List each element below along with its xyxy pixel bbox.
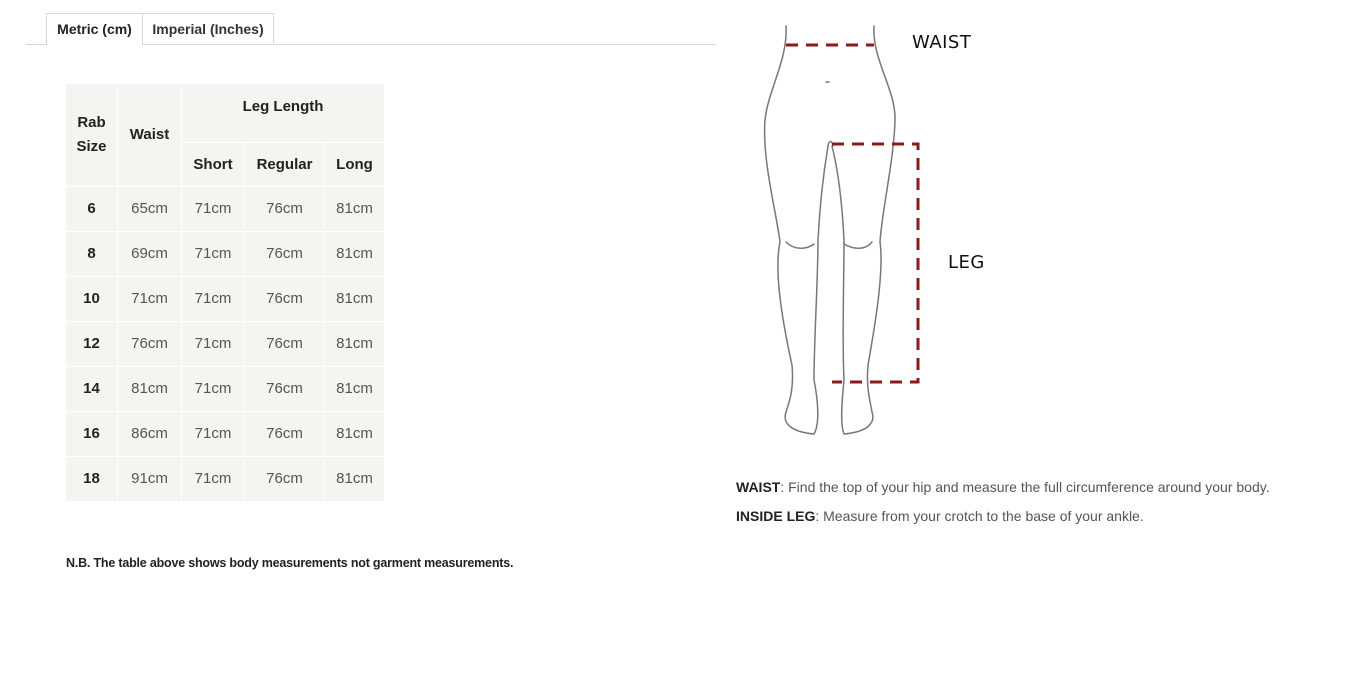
- cell-short: 71cm: [182, 366, 245, 411]
- cell-short: 71cm: [182, 231, 245, 276]
- tab-metric[interactable]: Metric (cm): [46, 13, 143, 45]
- waist-instruction-text: : Find the top of your hip and measure the full circumference around your body.: [780, 479, 1270, 495]
- cell-size: 16: [66, 411, 118, 456]
- cell-regular: 76cm: [245, 276, 325, 321]
- header-rab-size-line1: Rab: [77, 113, 106, 131]
- table-row: [66, 411, 385, 456]
- cell-size: 8: [66, 231, 118, 276]
- cell-long: 81cm: [325, 276, 385, 321]
- cell-long: 81cm: [325, 231, 385, 276]
- cell-regular: 76cm: [245, 411, 325, 456]
- cell-waist: 65cm: [118, 186, 182, 231]
- leg-instruction-term: INSIDE LEG: [736, 508, 816, 524]
- cell-short: 71cm: [182, 186, 245, 231]
- cell-long: 81cm: [325, 366, 385, 411]
- cell-waist: 71cm: [118, 276, 182, 321]
- waist-instruction: [736, 473, 1270, 502]
- leg-measure-line: [832, 144, 918, 382]
- table-row: [66, 186, 385, 231]
- cell-size: 18: [66, 456, 118, 501]
- cell-waist: 76cm: [118, 321, 182, 366]
- table-row: [66, 231, 385, 276]
- cell-short: 71cm: [182, 276, 245, 321]
- leg-diagram-label: LEG: [948, 252, 985, 273]
- cell-regular: 76cm: [245, 186, 325, 231]
- cell-long: 81cm: [325, 456, 385, 501]
- cell-long: 81cm: [325, 411, 385, 456]
- waist-diagram-label: WAIST: [912, 32, 972, 53]
- table-row: [66, 456, 385, 501]
- cell-long: 81cm: [325, 321, 385, 366]
- table-row: [66, 321, 385, 366]
- cell-size: 14: [66, 366, 118, 411]
- cell-short: 71cm: [182, 411, 245, 456]
- cell-size: 10: [66, 276, 118, 321]
- leg-instruction: [736, 502, 1270, 531]
- measure-lines: [786, 45, 918, 382]
- header-waist: Waist: [118, 84, 182, 186]
- legs-outline: [765, 26, 895, 434]
- header-leg-length: Leg Length: [182, 84, 385, 142]
- waist-instruction-term: WAIST: [736, 479, 781, 495]
- cell-waist: 81cm: [118, 366, 182, 411]
- leg-instruction-text: : Measure from your crotch to the base of your ankle.: [815, 508, 1144, 524]
- cell-size: 6: [66, 186, 118, 231]
- header-rab-size-line2: Size: [76, 137, 107, 155]
- measurement-instructions: [736, 473, 1270, 531]
- header-long: Long: [325, 142, 385, 186]
- cell-size: 12: [66, 321, 118, 366]
- cell-short: 71cm: [182, 456, 245, 501]
- measurement-note: N.B. The table above shows body measurements not garment measurements.: [66, 556, 514, 570]
- unit-tabs: [26, 13, 716, 45]
- tab-imperial[interactable]: Imperial (Inches): [142, 13, 274, 43]
- header-rab-size: [66, 84, 118, 186]
- cell-regular: 76cm: [245, 456, 325, 501]
- table-header-row: [66, 84, 385, 142]
- header-regular: Regular: [245, 142, 325, 186]
- cell-regular: 76cm: [245, 231, 325, 276]
- cell-waist: 86cm: [118, 411, 182, 456]
- cell-regular: 76cm: [245, 366, 325, 411]
- cell-waist: 69cm: [118, 231, 182, 276]
- cell-waist: 91cm: [118, 456, 182, 501]
- header-short: Short: [182, 142, 245, 186]
- cell-long: 81cm: [325, 186, 385, 231]
- table-row: [66, 276, 385, 321]
- table-row: [66, 366, 385, 411]
- size-chart-table: [66, 84, 385, 502]
- cell-short: 71cm: [182, 321, 245, 366]
- body-measurement-diagram: [756, 20, 996, 440]
- cell-regular: 76cm: [245, 321, 325, 366]
